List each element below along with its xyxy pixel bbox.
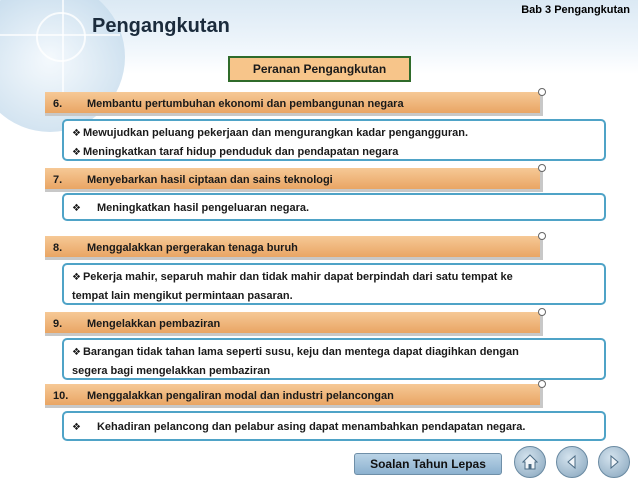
item-heading-9 [45, 312, 543, 336]
detail-line: tempat lain mengikut permintaan pasaran. [72, 290, 293, 302]
detail-line: segera bagi mengelakkan pembaziran [72, 365, 271, 377]
section-title: Peranan Pengangkutan [228, 56, 411, 82]
item-detail-6 [62, 119, 606, 161]
detail-line: ❖ Kehadiran pelancong dan pelabur asing dapat menambahkan pendapatan negara. [72, 421, 526, 433]
item-number: 6. [53, 98, 63, 110]
home-icon [522, 454, 538, 470]
item-heading-text: Membantu pertumbuhan ekonomi dan pembangunan negara [87, 98, 404, 110]
back-icon [564, 454, 580, 470]
detail-line: ❖ Barangan tidak tahan lama seperti susu, keju dan mentega dapat diagihkan dengan [72, 346, 519, 358]
diamond-bullet-icon: ❖ [72, 147, 81, 158]
item-heading-text: Mengelakkan pembaziran [87, 318, 221, 330]
item-heading-10 [45, 384, 543, 408]
pin-icon [538, 308, 546, 316]
detail-line: ❖ Meningkatkan hasil pengeluaran negara. [72, 202, 310, 214]
diamond-bullet-icon: ❖ [72, 203, 81, 214]
item-heading-text: Menyebarkan hasil ciptaan dan sains teknologi [87, 174, 333, 186]
detail-line: ❖ Mewujudkan peluang pekerjaan dan mengurangkan kadar pengangguran. [72, 127, 469, 139]
diamond-bullet-icon: ❖ [72, 128, 81, 139]
diamond-bullet-icon: ❖ [72, 422, 81, 433]
diamond-bullet-icon: ❖ [72, 347, 81, 358]
item-heading-7 [45, 168, 543, 192]
item-heading-text: Menggalakkan pengaliran modal dan industri pelancongan [87, 390, 394, 402]
item-detail-9 [62, 338, 606, 380]
item-detail-8 [62, 263, 606, 305]
back-button[interactable] [556, 446, 588, 478]
item-number: 8. [53, 242, 63, 254]
item-heading-6 [45, 92, 543, 116]
item-number: 7. [53, 174, 63, 186]
item-number: 10. [53, 390, 69, 402]
home-button[interactable] [514, 446, 546, 478]
item-heading-8 [45, 236, 543, 260]
item-number: 9. [53, 318, 63, 330]
page-title: Pengangkutan [92, 15, 230, 37]
pin-icon [538, 88, 546, 96]
decorative-ring [36, 12, 86, 62]
past-year-questions-button[interactable]: Soalan Tahun Lepas [354, 453, 502, 475]
item-heading-text: Menggalakkan pergerakan tenaga buruh [87, 242, 298, 254]
detail-line: ❖ Pekerja mahir, separuh mahir dan tidak mahir dapat berpindah dari satu tempat ke [72, 271, 513, 283]
item-detail-7 [62, 193, 606, 221]
pin-icon [538, 380, 546, 388]
diamond-bullet-icon: ❖ [72, 272, 81, 283]
forward-icon [606, 454, 622, 470]
detail-line: ❖ Meningkatkan taraf hidup penduduk dan pendapatan negara [72, 146, 399, 158]
forward-button[interactable] [598, 446, 630, 478]
pin-icon [538, 164, 546, 172]
pin-icon [538, 232, 546, 240]
chapter-label: Bab 3 Pengangkutan [521, 4, 630, 16]
item-detail-10 [62, 411, 606, 441]
